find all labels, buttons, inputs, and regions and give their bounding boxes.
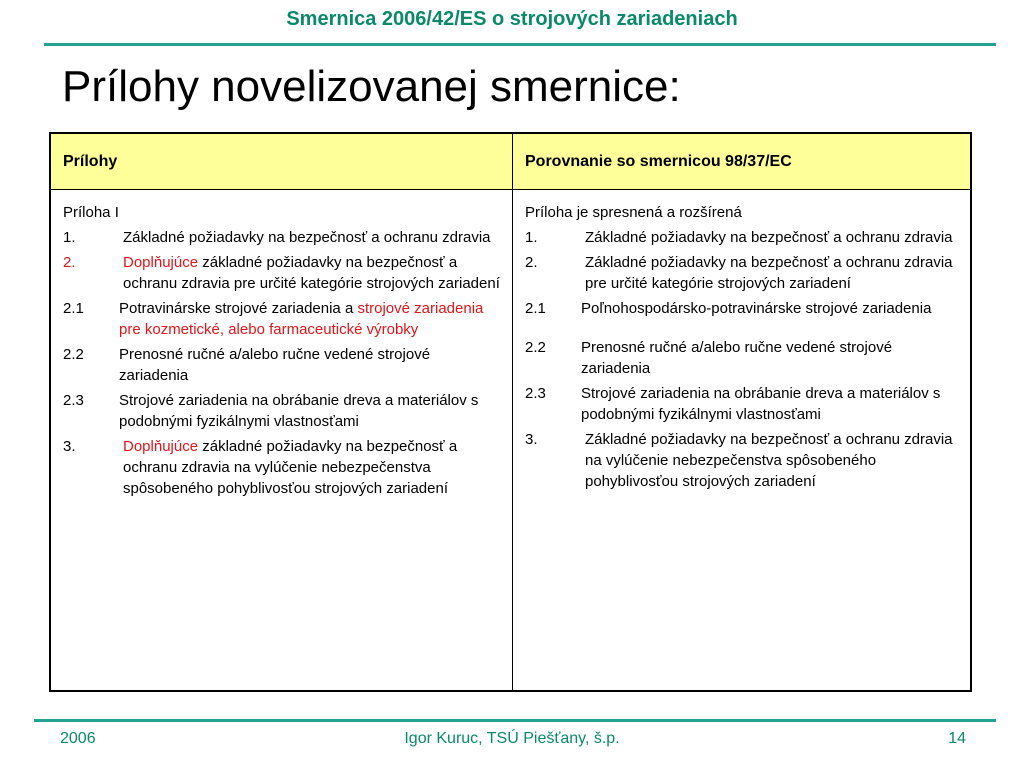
item-text: Základné požiadavky na bezpečnosť a ochranu zdravia na vylúčenie nebezpečenstva spôsobeného pohyblivosťou strojových zariadení [585,431,953,490]
col2-header: Porovnanie so smernicou 98/37/EC [525,152,792,170]
item-text: základné požiadavky na bezpečnosť a ochranu zdravia na vylúčenie nebezpečenstva spôsobeného pohyblivosťou strojových zariadení [123,438,458,497]
item-text: Strojové zariadenia na obrábanie dreva a materiálov s podobnými fyzikálnymi vlastnosťami [581,385,941,423]
col1-lead: Príloha I [63,204,119,221]
table-header-row [51,134,970,190]
item-number: 2.1 [63,300,84,317]
item-number: 1. [525,229,538,246]
item-highlight: Doplňujúce [123,254,199,271]
page-number: 14 [948,730,966,747]
list-item [63,227,502,248]
item-number: 2. [63,254,76,271]
item-text: Prenosné ručné a/alebo ručne vedené strojové zariadenia [119,346,431,384]
item-text-wrap [119,298,502,340]
item-text: Základné požiadavky na bezpečnosť a ochranu zdravia pre určité kategórie strojových zariadení [585,254,953,292]
list-item [525,429,960,492]
footer-author: Igor Kuruc, TSÚ Piešťany, š.p. [404,730,620,747]
table-body-row [51,190,970,690]
item-number: 2. [525,254,538,271]
list-item [63,252,502,294]
item-highlight: Doplňujúce [123,438,199,455]
item-text: Potravinárske strojové zariadenia a [119,300,358,317]
footer-divider [34,719,996,722]
item-number: 2.2 [525,339,546,356]
slide-title: Prílohy novelizovanej smernice: [62,62,681,111]
item-number: 2.3 [525,385,546,402]
list-item [525,337,960,379]
item-number: 2.2 [63,346,84,363]
header-title: Smernica 2006/42/ES o strojových zariadeniach [286,8,738,30]
col2-cell [513,190,970,690]
header-divider [44,43,996,46]
item-text-wrap [123,436,502,499]
list-item [63,390,502,432]
list-item [525,383,960,425]
col1-list [63,227,502,499]
col2-list [525,227,960,492]
item-text: Základné požiadavky na bezpečnosť a ochranu zdravia [585,229,953,246]
item-text: Poľnohospodársko-potravinárske strojové zariadenia [581,300,932,317]
list-item [63,344,502,386]
annex-table [49,132,972,692]
item-text: Základné požiadavky na bezpečnosť a ochranu zdravia [123,229,491,246]
item-number: 3. [525,431,538,448]
item-number: 2.3 [63,392,84,409]
col1-cell [51,190,513,690]
list-item [525,227,960,248]
item-text: Strojové zariadenia na obrábanie dreva a materiálov s podobnými fyzikálnymi vlastnosťami [119,392,479,430]
item-text: Prenosné ručné a/alebo ručne vedené strojové zariadenia [581,339,893,377]
footer-year: 2006 [60,730,96,747]
item-number: 3. [63,438,76,455]
item-highlight: strojové zariadenia pre kozmetické, alebo farmaceutické výrobky [119,300,484,338]
list-item [63,436,502,499]
item-number: 2.1 [525,300,546,317]
list-item [63,298,502,340]
item-text: základné požiadavky na bezpečnosť a ochranu zdravia pre určité kategórie strojových zariadení [123,254,500,292]
item-number: 1. [63,229,76,246]
item-text-wrap [123,252,502,294]
col2-lead: Príloha je spresnená a rozšírená [525,204,742,221]
list-item [525,252,960,294]
col1-header: Prílohy [51,134,513,189]
list-item [525,298,960,319]
